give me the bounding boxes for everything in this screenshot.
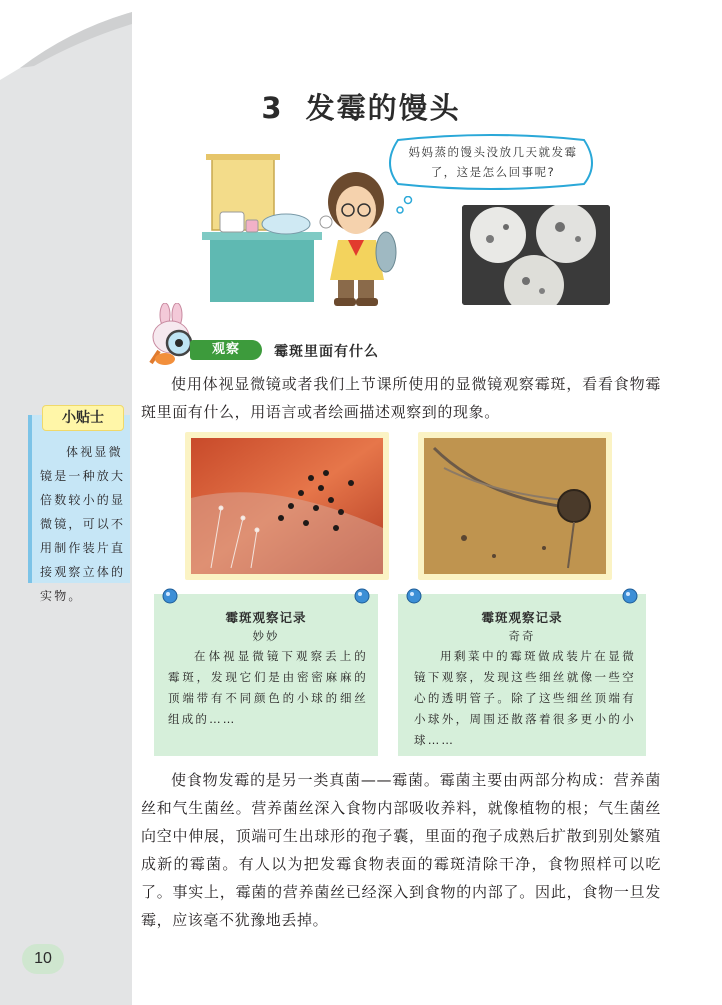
thought-bubble-dots xyxy=(394,196,414,216)
record-author: 奇奇 xyxy=(508,629,536,643)
pushpin-icon xyxy=(622,588,638,604)
moldy-buns-photo xyxy=(462,205,610,305)
pushpin-icon xyxy=(406,588,422,604)
boy-kitchen-illustration xyxy=(198,148,398,310)
record-text: 用剩菜中的霉斑做成装片在显微镜下观察，发现这些细丝就像一些空心的透明管子。除了这些细丝顶端有小球外，周围还散落着很多更小的小球…… xyxy=(414,649,636,747)
tip-title: 小贴士 xyxy=(42,405,124,431)
observation-record-card-1 xyxy=(154,594,378,756)
mold-photo-microscope xyxy=(418,432,612,580)
pushpin-icon xyxy=(354,588,370,604)
record-author: 妙妙 xyxy=(252,629,280,643)
lesson-title-text: 发霉的馒头 xyxy=(305,91,461,125)
conclusion-paragraph: 使食物发霉的是另一类真菌——霉菌。霉菌主要由两部分构成：营养菌丝和气生菌丝。营养菌丝深入食物内部吸收养料，就像植物的根；气生菌丝向空中伸展，顶端可生出球形的孢子囊，里面的孢子成熟后扩散到别处繁殖成新的霉菌。有人以为把发霉食物表面的霉斑清除干净，食物照样可以吃了。事实上，霉菌的营养菌丝已经深入到食物的内部了。因此，食物一旦发霉，应该毫不犹豫地丢掉。 xyxy=(141,771,661,929)
observe-tag: 观察 xyxy=(190,340,262,360)
pushpin-icon xyxy=(162,588,178,604)
record-heading: 霉斑观察记录 xyxy=(481,610,563,625)
page-number: 10 xyxy=(22,944,64,974)
lesson-number: 3 xyxy=(261,91,284,125)
record-heading: 霉斑观察记录 xyxy=(225,610,307,625)
mold-photo-stereo xyxy=(185,432,389,580)
observe-instruction: 使用体视显微镜或者我们上节课所使用的显微镜观察霉斑，看看食物霉斑里面有什么，用语言或者绘画描述观察到的现象。 xyxy=(141,375,661,421)
record-text: 在体视显微镜下观察丢上的霉斑，发现它们是由密密麻麻的顶端带有不同颜色的小球的细丝组成的…… xyxy=(168,649,368,726)
speech-bubble-text: 妈妈蒸的馒头没放几天就发霉了，这是怎么回事呢? xyxy=(408,145,578,179)
observation-record-card-2 xyxy=(398,594,646,756)
observe-title: 霉斑里面有什么 xyxy=(274,344,379,360)
tip-text: 体视显微镜是一种放大倍数较小的显微镜，可以不用制作装片直接观察立体的实物。 xyxy=(40,445,126,603)
lesson-title xyxy=(0,86,722,127)
page-corner-fold xyxy=(0,0,132,80)
